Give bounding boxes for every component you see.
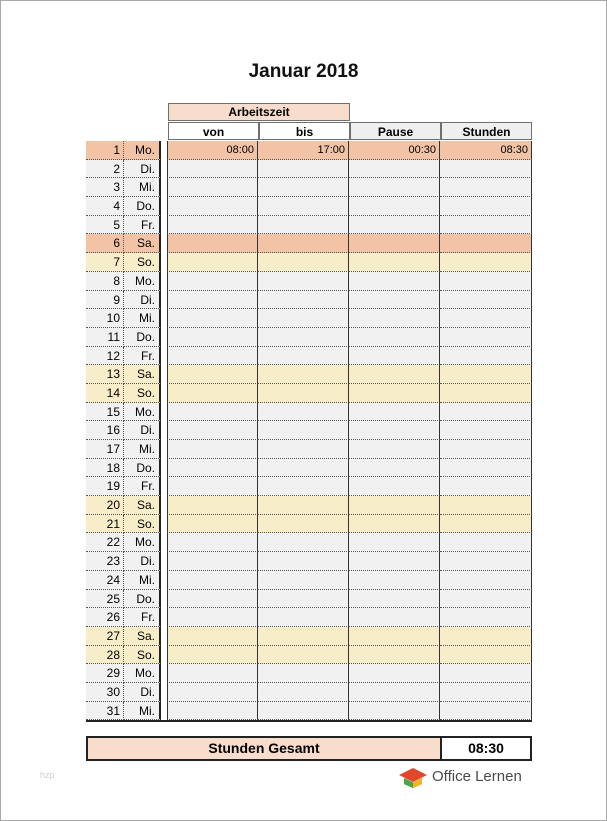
weekday-label: Mo. [124,403,161,422]
table-row [86,141,532,160]
stunden-cell [440,272,532,291]
column-header-bis: bis [259,122,350,140]
pause-cell[interactable] [349,515,440,534]
stunden-cell [440,440,532,459]
bis-cell[interactable] [258,664,349,683]
pause-cell[interactable] [349,683,440,702]
bis-cell[interactable] [258,459,349,478]
pause-cell[interactable] [349,309,440,328]
von-cell[interactable] [167,421,258,440]
total-value: 08:30 [442,738,530,759]
von-cell[interactable] [167,646,258,665]
table-row [86,646,532,665]
von-cell[interactable] [167,234,258,253]
day-number: 31 [86,702,124,721]
table-row [86,234,532,253]
stunden-cell [440,421,532,440]
page-title: Januar 2018 [248,61,359,82]
day-number: 15 [86,403,124,422]
stunden-cell [440,403,532,422]
von-cell[interactable] [167,384,258,403]
von-cell[interactable] [167,477,258,496]
bis-cell[interactable] [258,216,349,235]
stunden-cell [440,646,532,665]
weekday-label: Do. [124,197,161,216]
weekday-label: Sa. [124,365,161,384]
table-row [86,272,532,291]
von-cell[interactable] [167,197,258,216]
bis-cell[interactable] [258,365,349,384]
stunden-cell [440,253,532,272]
day-number: 25 [86,590,124,609]
von-cell[interactable] [167,403,258,422]
von-cell[interactable] [167,571,258,590]
bis-cell[interactable] [258,533,349,552]
table-row [86,571,532,590]
weekday-label: Di. [124,683,161,702]
von-cell[interactable] [167,683,258,702]
stunden-cell [440,178,532,197]
von-cell[interactable] [167,178,258,197]
day-number: 8 [86,272,124,291]
stunden-cell [440,328,532,347]
bis-cell[interactable] [258,384,349,403]
von-cell[interactable] [167,496,258,515]
weekday-label: Mo. [124,141,161,160]
von-cell[interactable] [167,608,258,627]
day-number: 5 [86,216,124,235]
table-row [86,590,532,609]
weekday-label: Mo. [124,664,161,683]
table-row [86,403,532,422]
column-header-pause: Pause [350,122,441,140]
table-row [86,365,532,384]
pause-cell[interactable] [349,328,440,347]
pause-cell[interactable]: 00:30 [349,141,440,160]
weekday-label: Do. [124,459,161,478]
weekday-label: Sa. [124,496,161,515]
table-row [86,253,532,272]
bis-cell[interactable] [258,328,349,347]
von-cell[interactable] [167,216,258,235]
table-row [86,702,532,721]
stunden-cell [440,496,532,515]
weekday-label: Fr. [124,216,161,235]
pause-cell[interactable] [349,590,440,609]
pause-cell[interactable] [349,291,440,310]
pause-cell[interactable] [349,646,440,665]
day-number: 11 [86,328,124,347]
bis-cell[interactable] [258,160,349,179]
table-row [86,533,532,552]
table-row [86,683,532,702]
weekday-label: Mi. [124,178,161,197]
pause-cell[interactable] [349,608,440,627]
bis-cell[interactable] [258,683,349,702]
table-row [86,291,532,310]
day-number: 28 [86,646,124,665]
day-number: 23 [86,552,124,571]
pause-cell[interactable] [349,365,440,384]
von-cell[interactable] [167,627,258,646]
pause-cell[interactable] [349,384,440,403]
bis-cell[interactable] [258,646,349,665]
stunden-cell [440,627,532,646]
day-number: 12 [86,347,124,366]
pause-cell[interactable] [349,178,440,197]
weekday-label: Di. [124,291,161,310]
von-cell[interactable] [167,590,258,609]
pause-cell[interactable] [349,440,440,459]
stunden-cell [440,552,532,571]
weekday-label: Mi. [124,571,161,590]
pause-cell[interactable] [349,627,440,646]
day-number: 4 [86,197,124,216]
table-row [86,197,532,216]
bis-cell[interactable] [258,272,349,291]
table-row [86,347,532,366]
weekday-label: Mo. [124,272,161,291]
table-row [86,421,532,440]
weekday-label: Do. [124,328,161,347]
bis-cell[interactable] [258,590,349,609]
bis-cell[interactable] [258,702,349,721]
stunden-cell: 08:30 [440,141,532,160]
day-number: 7 [86,253,124,272]
stunden-cell [440,590,532,609]
stunden-cell [440,515,532,534]
day-number: 17 [86,440,124,459]
day-number: 18 [86,459,124,478]
von-cell[interactable] [167,552,258,571]
bis-cell[interactable] [258,477,349,496]
pause-cell[interactable] [349,234,440,253]
table-row [86,309,532,328]
weekday-label: Mi. [124,440,161,459]
logo-text: Office Lernen [432,768,522,785]
weekday-label: Mo. [124,533,161,552]
stunden-cell [440,291,532,310]
day-number: 6 [86,234,124,253]
weekday-label: Di. [124,160,161,179]
day-number: 10 [86,309,124,328]
day-number: 16 [86,421,124,440]
table-row [86,515,532,534]
day-number: 3 [86,178,124,197]
von-cell[interactable] [167,365,258,384]
weekday-label: Fr. [124,608,161,627]
pause-cell[interactable] [349,216,440,235]
weekday-label: Fr. [124,347,161,366]
pause-cell[interactable] [349,664,440,683]
weekday-label: So. [124,515,161,534]
bis-cell[interactable] [258,253,349,272]
bis-cell[interactable] [258,291,349,310]
table-row [86,552,532,571]
pause-cell[interactable] [349,197,440,216]
von-cell[interactable] [167,272,258,291]
stunden-cell [440,216,532,235]
pause-cell[interactable] [349,496,440,515]
table-row [86,664,532,683]
bis-cell[interactable] [258,234,349,253]
weekday-label: Fr. [124,477,161,496]
von-cell[interactable]: 08:00 [167,141,258,160]
day-number: 24 [86,571,124,590]
weekday-label: Mi. [124,702,161,721]
column-header-stunden: Stunden [441,122,532,140]
stunden-cell [440,365,532,384]
day-number: 19 [86,477,124,496]
office-lernen-logo [398,766,538,790]
pause-cell[interactable] [349,477,440,496]
day-number: 30 [86,683,124,702]
stunden-cell [440,384,532,403]
weekday-label: Mi. [124,309,161,328]
day-number: 14 [86,384,124,403]
von-cell[interactable] [167,291,258,310]
stunden-cell [440,459,532,478]
stunden-cell [440,664,532,683]
von-cell[interactable] [167,440,258,459]
stunden-cell [440,608,532,627]
von-cell[interactable] [167,253,258,272]
bis-cell[interactable] [258,178,349,197]
pause-cell[interactable] [349,160,440,179]
day-number: 22 [86,533,124,552]
bis-cell[interactable] [258,515,349,534]
total-row [86,736,532,761]
von-cell[interactable] [167,459,258,478]
table-row [86,440,532,459]
pause-cell[interactable] [349,571,440,590]
watermark: hzp [40,770,55,780]
bis-cell[interactable] [258,571,349,590]
weekday-label: Do. [124,590,161,609]
von-cell[interactable] [167,328,258,347]
bis-cell[interactable] [258,421,349,440]
von-cell[interactable] [167,702,258,721]
stunden-cell [440,702,532,721]
weekday-label: Di. [124,552,161,571]
day-number: 13 [86,365,124,384]
stunden-cell [440,683,532,702]
stunden-cell [440,234,532,253]
day-number: 21 [86,515,124,534]
pause-cell[interactable] [349,459,440,478]
table-row [86,627,532,646]
von-cell[interactable] [167,664,258,683]
pause-cell[interactable] [349,347,440,366]
day-number: 26 [86,608,124,627]
bis-cell[interactable]: 17:00 [258,141,349,160]
bis-cell[interactable] [258,496,349,515]
von-cell[interactable] [167,515,258,534]
pause-cell[interactable] [349,253,440,272]
table-row [86,459,532,478]
weekday-label: Di. [124,421,161,440]
pause-cell[interactable] [349,533,440,552]
table-row [86,384,532,403]
stunden-cell [440,309,532,328]
von-cell[interactable] [167,533,258,552]
table-row [86,477,532,496]
bis-cell[interactable] [258,627,349,646]
day-number: 20 [86,496,124,515]
pause-cell[interactable] [349,403,440,422]
weekday-label: So. [124,646,161,665]
bis-cell[interactable] [258,552,349,571]
bis-cell[interactable] [258,197,349,216]
bis-cell[interactable] [258,347,349,366]
day-number: 9 [86,291,124,310]
stunden-cell [440,197,532,216]
pause-cell[interactable] [349,702,440,721]
von-cell[interactable] [167,309,258,328]
von-cell[interactable] [167,160,258,179]
timesheet-table [86,141,532,722]
bis-cell[interactable] [258,403,349,422]
weekday-label: So. [124,253,161,272]
stunden-cell [440,160,532,179]
pause-cell[interactable] [349,272,440,291]
table-row [86,608,532,627]
stunden-cell [440,347,532,366]
day-number: 29 [86,664,124,683]
von-cell[interactable] [167,347,258,366]
table-row [86,216,532,235]
table-row [86,160,532,179]
day-number: 2 [86,160,124,179]
bis-cell[interactable] [258,608,349,627]
arbeitszeit-header: Arbeitszeit [168,103,350,121]
stunden-cell [440,533,532,552]
table-row [86,496,532,515]
bis-cell[interactable] [258,440,349,459]
day-number: 27 [86,627,124,646]
stunden-cell [440,477,532,496]
pause-cell[interactable] [349,552,440,571]
weekday-label: So. [124,384,161,403]
total-label: Stunden Gesamt [88,738,442,759]
graduation-cap-icon [398,766,428,790]
column-header-von: von [168,122,259,140]
bis-cell[interactable] [258,309,349,328]
weekday-label: Sa. [124,234,161,253]
stunden-cell [440,571,532,590]
table-row [86,328,532,347]
table-row [86,178,532,197]
weekday-label: Sa. [124,627,161,646]
day-number: 1 [86,141,124,160]
pause-cell[interactable] [349,421,440,440]
